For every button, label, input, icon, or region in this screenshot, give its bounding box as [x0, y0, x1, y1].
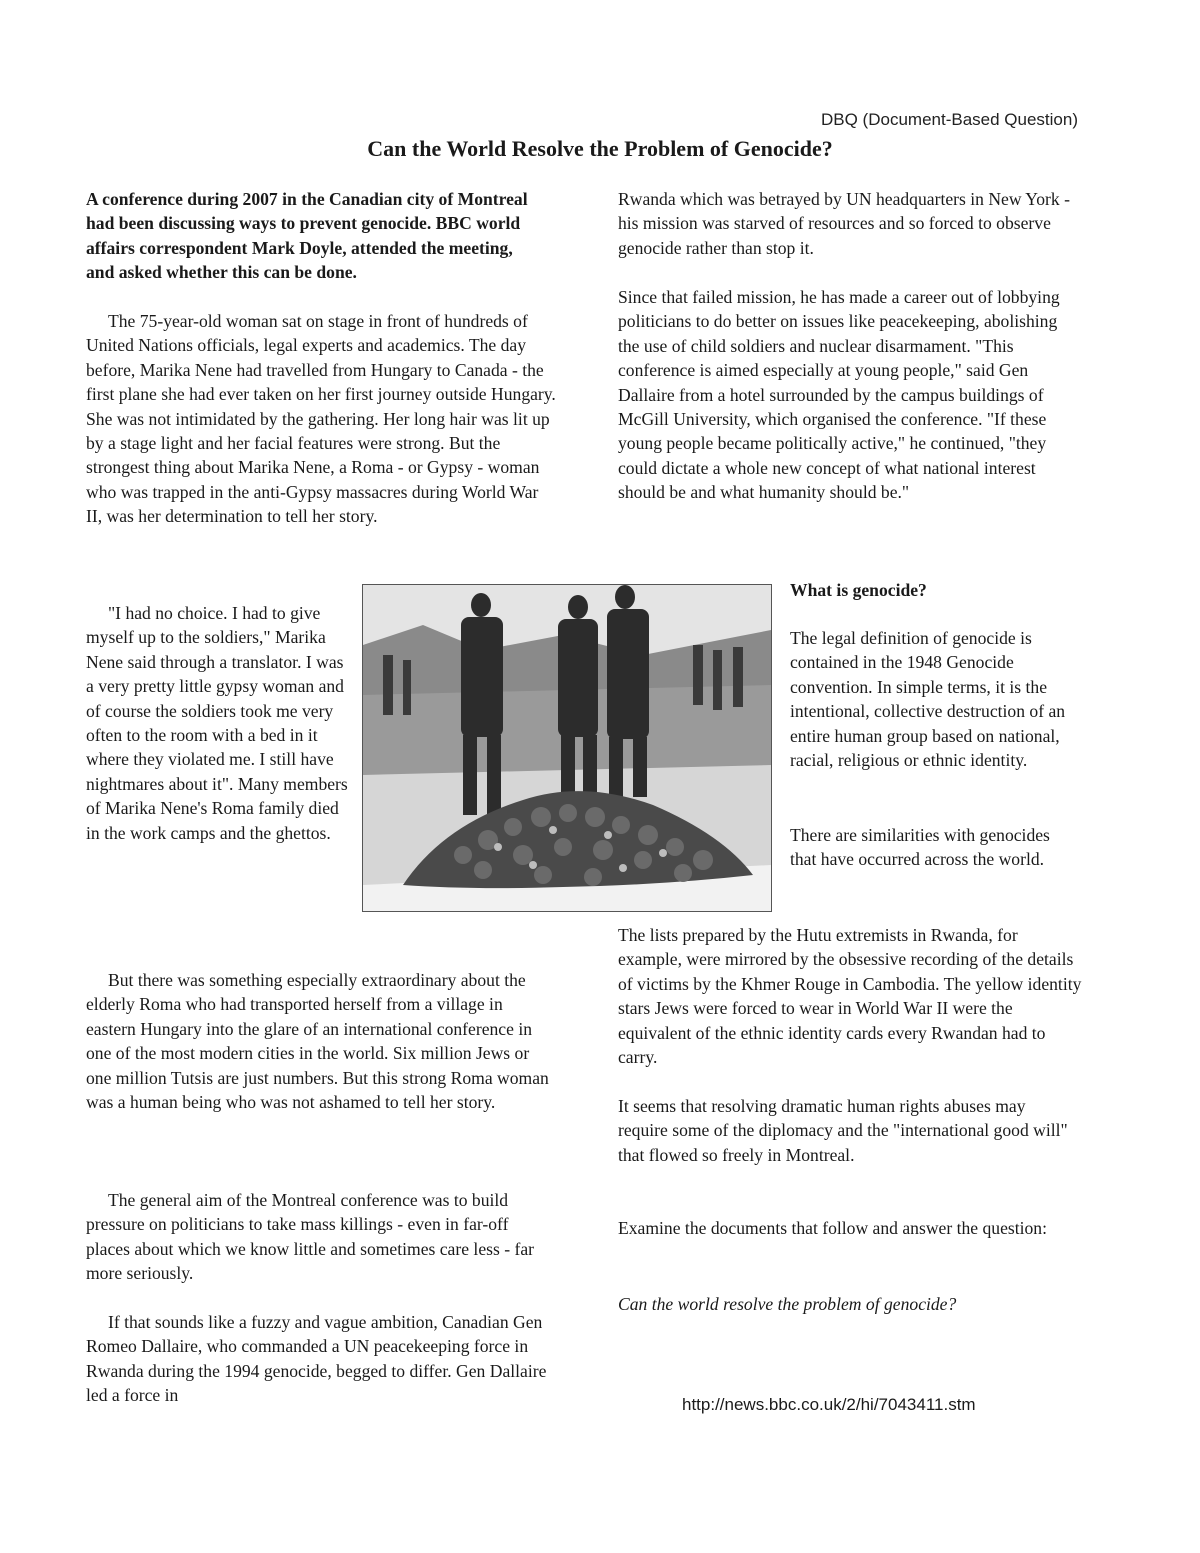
memorial-photo: [362, 584, 772, 912]
dbq-question: Can the world resolve the problem of genocide?: [618, 1294, 957, 1314]
story-paragraph-2: "I had no choice. I had to give myself up to the soldiers," Marika Nene said through a translator. I was a very pretty little gypsy woman and of course the soldiers took me very often to the room with a bed in it where they violated me. I still have nightmares about it". Many members of Marika Nene's Roma family died in the work camps and the ghettos.: [86, 603, 348, 843]
examples-paragraph: The lists prepared by the Hutu extremists in Rwanda, for example, were mirrored by the obsessive recording of the details of victims by the Khmer Rouge in Cambodia. The yellow identity stars Jews were forced to wear in World War II were the equivalent of the ethnic identity cards every Rwandan had to carry.: [618, 925, 1082, 1068]
right-paragraph-2: Since that failed mission, he has made a career out of lobbying politicians to do better on issues like peacekeeping, abolishing the use of child soldiers and nuclear disarmament. "This conference is aimed especially at young people," said Gen Dallaire from a hotel surrounded by the campus buildings of McGill University, which organised the conference. "If these young people became politically active," he continued, "they could dictate a whole new concept of what national interest should be and what humanity should be.": [618, 287, 1060, 503]
story-paragraph-3: But there was something especially extraordinary about the elderly Roma who had transported herself from a village in eastern Hungary into the glare of an international conference in one of the most modern cities in the world. Six million Jews or one million Tutsis are just numbers. But this strong Roma woman was a human being who was not ashamed to tell her story.: [86, 970, 549, 1113]
similarities-paragraph: There are similarities with genocides that have occurred across the world.: [790, 825, 1050, 870]
story-paragraph-5: If that sounds like a fuzzy and vague ambition, Canadian Gen Romeo Dallaire, who commanded a UN peacekeeping force in Rwanda during the 1994 genocide, begged to differ. Gen Dallaire led a force in: [86, 1312, 547, 1406]
section-heading: What is genocide?: [790, 580, 927, 600]
story-paragraph-1: The 75-year-old woman sat on stage in front of hundreds of United Nations officials, legal experts and academics. The day before, Marika Nene had travelled from Hungary to Canada - the first plane she had ever taken on her first journey outside Hungary. She was not intimidated by the gathering. Her long hair was lit up by a stage light and her facial features were strong. But the strongest thing about Marika Nene, a Roma - or Gypsy - woman who was trapped in the anti-Gypsy massacres during World War II, was her determination to tell her story.: [86, 311, 556, 527]
diplomacy-paragraph: It seems that resolving dramatic human rights abuses may require some of the diplomacy and the "international good will" that flowed so freely in Montreal.: [618, 1096, 1068, 1165]
definition-paragraph: The legal definition of genocide is contained in the 1948 Genocide convention. In simple terms, it is the intentional, collective destruction of an entire human group based on national, racial, religious or ethnic identity.: [790, 628, 1066, 771]
intro-paragraph: A conference during 2007 in the Canadian city of Montreal had been discussing ways to prevent genocide. BBC world affairs correspondent Mark Doyle, attended the meeting, and asked whether this can be done.: [86, 189, 528, 283]
source-link: http://news.bbc.co.uk/2/hi/7043411.stm: [682, 1395, 976, 1414]
instructions-paragraph: Examine the documents that follow and answer the question:: [618, 1218, 1047, 1238]
story-paragraph-4: The general aim of the Montreal conference was to build pressure on politicians to take mass killings - even in far-off places about which we know little and sometimes care less - far more seriously.: [86, 1190, 535, 1284]
right-paragraph-1: Rwanda which was betrayed by UN headquarters in New York - his mission was starved of resources and so forced to observe genocide rather than stop it.: [618, 189, 1070, 258]
document-type-label: DBQ (Document-Based Question): [821, 110, 1078, 129]
page-title: Can the World Resolve the Problem of Genocide?: [367, 136, 833, 161]
